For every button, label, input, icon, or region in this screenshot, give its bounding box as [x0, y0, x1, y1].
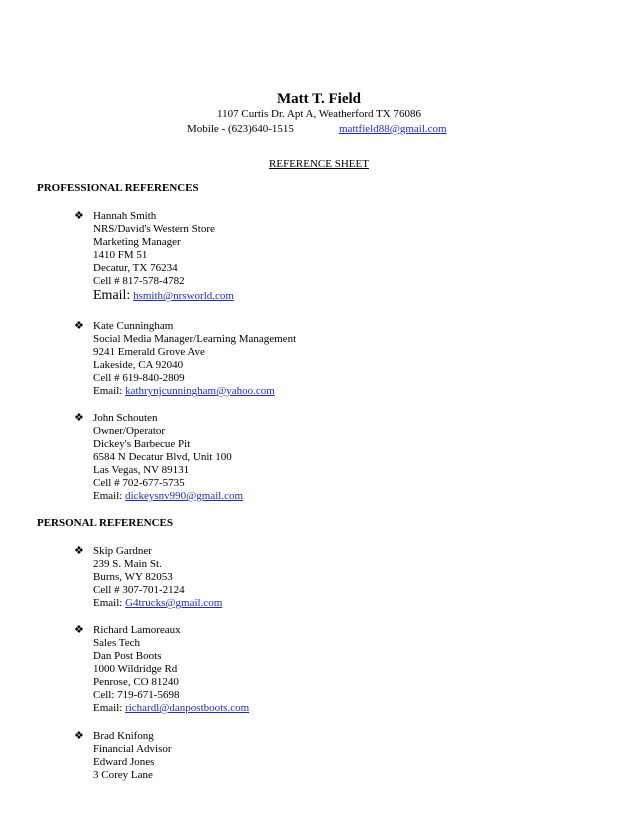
- reference-city: Burns, WY 82053: [93, 571, 173, 583]
- diamond-bullet-icon: ❖: [74, 624, 84, 636]
- email-label: Email:: [93, 288, 131, 303]
- reference-email-link[interactable]: G4trucks@gmail.com: [125, 597, 223, 609]
- reference-name: Kate Cunningham: [93, 320, 174, 332]
- reference-name: Richard Lamoreaux: [93, 624, 181, 636]
- reference-name: Skip Gardner: [93, 545, 152, 557]
- reference-email-link[interactable]: richardl@danpostboots.com: [125, 702, 250, 714]
- reference-title: Marketing Manager: [93, 236, 181, 248]
- reference-company: NRS/David's Western Store: [93, 223, 215, 235]
- reference-street: 1000 Wildridge Rd: [93, 663, 178, 675]
- professional-references-heading: PROFESSIONAL REFERENCES: [37, 182, 199, 194]
- reference-street: 239 S. Main St.: [93, 558, 162, 570]
- reference-street: 6584 N Decatur Blvd, Unit 100: [93, 451, 232, 463]
- diamond-bullet-icon: ❖: [74, 545, 84, 557]
- reference-name: Hannah Smith: [93, 210, 157, 222]
- reference-email-link[interactable]: dickeysnv990@gmail.com: [125, 490, 244, 502]
- reference-title: Owner/Operator: [93, 425, 166, 437]
- reference-company: Edward Jones: [93, 756, 155, 768]
- reference-email-link[interactable]: hsmith@nrsworld.com: [133, 290, 234, 302]
- applicant-name: Matt T. Field: [276, 91, 362, 107]
- reference-street: 1410 FM 51: [93, 249, 148, 261]
- reference-phone: Cell # 619-840-2809: [93, 372, 185, 384]
- reference-email-link[interactable]: kathrynjcunningham@yahoo.com: [125, 385, 275, 397]
- reference-city: Lakeside, CA 92040: [93, 359, 184, 371]
- diamond-bullet-icon: ❖: [74, 412, 84, 424]
- reference-title: Social Media Manager/Learning Management: [93, 333, 297, 345]
- reference-street: 9241 Emerald Grove Ave: [93, 346, 205, 358]
- reference-title: Sales Tech: [93, 637, 140, 649]
- diamond-bullet-icon: ❖: [74, 210, 84, 222]
- reference-name: John Schouten: [93, 412, 158, 424]
- reference-phone: Cell # 702-677-5735: [93, 477, 185, 489]
- reference-city: Las Vegas, NV 89131: [93, 464, 190, 476]
- personal-references-heading: PERSONAL REFERENCES: [37, 517, 174, 529]
- reference-company: Dickey's Barbecue Pit: [93, 438, 191, 450]
- applicant-mobile: Mobile - (623)640-1515: [187, 123, 294, 135]
- reference-city: Decatur, TX 76234: [93, 262, 178, 274]
- reference-title: Financial Advisor: [93, 743, 172, 755]
- document-title: REFERENCE SHEET: [269, 158, 369, 170]
- reference-company: Dan Post Boots: [93, 650, 162, 662]
- reference-name: Brad Knifong: [93, 730, 154, 742]
- reference-phone: Cell: 719-671-5698: [93, 689, 180, 701]
- reference-phone: Cell # 307-701-2124: [93, 584, 185, 596]
- diamond-bullet-icon: ❖: [74, 730, 84, 742]
- diamond-bullet-icon: ❖: [74, 320, 84, 332]
- email-label: Email:: [93, 490, 123, 502]
- applicant-email-link[interactable]: mattfield88@gmail.com: [339, 123, 447, 135]
- applicant-address: 1107 Curtis Dr. Apt A, Weatherford TX 76086: [217, 108, 421, 120]
- reference-city: Penrose, CO 81240: [93, 676, 179, 688]
- reference-phone: Cell # 817-578-4782: [93, 275, 185, 287]
- email-label: Email:: [93, 597, 123, 609]
- reference-street: 3 Corey Lane: [93, 769, 153, 781]
- email-label: Email:: [93, 702, 123, 714]
- email-label: Email:: [93, 385, 123, 397]
